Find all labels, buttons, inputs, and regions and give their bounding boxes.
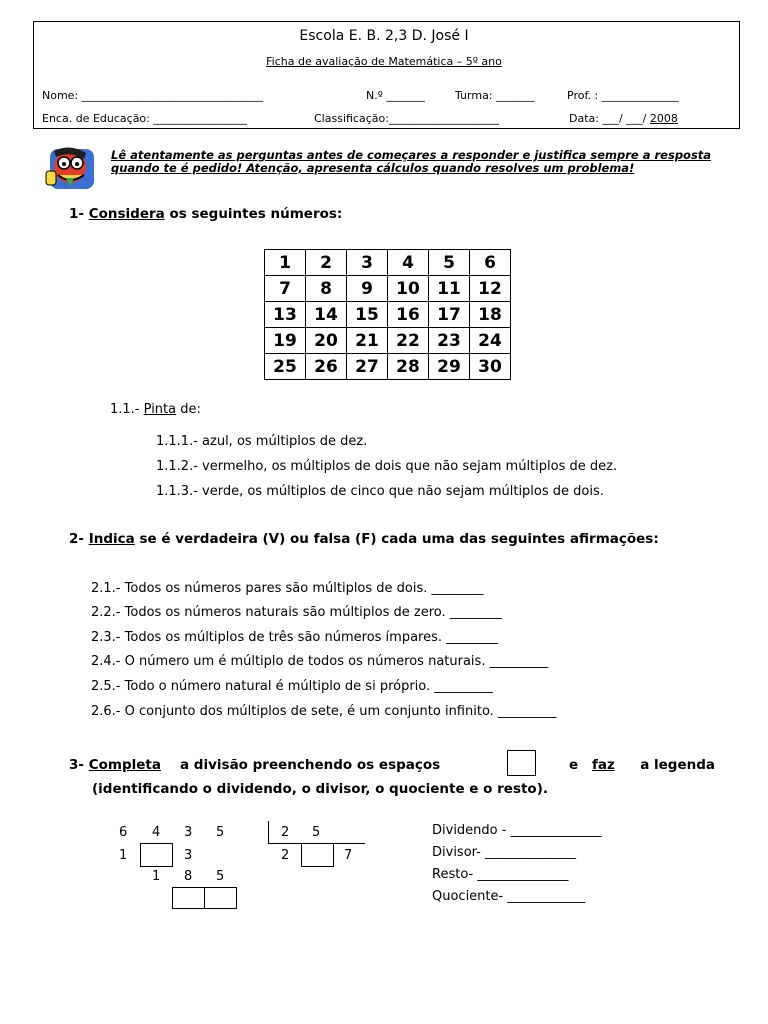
grid-cell[interactable]: 2 [306,250,347,276]
question-2-title [69,533,659,547]
remainder-digit: 5 [216,869,225,884]
grid-cell[interactable]: 21 [347,328,388,354]
dividend-digit: 5 [216,825,225,840]
grid-row [265,328,511,354]
question-3-text: a divisão preenchendo os espaços [180,757,441,773]
number-grid [264,249,511,380]
question-2-keyword: Indica [88,531,135,547]
grid-cell[interactable]: 11 [429,276,470,302]
guardian-field[interactable]: Enca. de Educação: _________________ [42,112,247,125]
grid-cell[interactable]: 19 [265,328,306,354]
grid-cell[interactable]: 28 [388,354,429,380]
legend-quotient[interactable]: Quociente- ____________ [432,889,586,904]
legend-divisor[interactable]: Divisor- ______________ [432,845,576,860]
date-label: Data: ___/ ___/ [569,112,650,125]
statement-2-5[interactable]: 2.5.- Todo o número natural é múltiplo de si próprio. _________ [91,679,493,694]
grid-row [265,250,511,276]
grid-cell[interactable]: 17 [429,302,470,328]
example-blank-box [507,750,536,776]
divisor-digit: 2 [281,825,290,840]
answer-blank-box[interactable] [204,887,237,909]
statement-2-1[interactable]: 2.1.- Todos os números pares são múltiplos de dois. ________ [91,581,484,596]
grid-cell[interactable]: 4 [388,250,429,276]
grid-cell[interactable]: 1 [265,250,306,276]
grid-cell[interactable]: 6 [470,250,511,276]
quotient-digit: 7 [344,848,353,863]
date-year: 2008 [649,112,678,125]
question-1-title [69,208,342,222]
grid-cell[interactable]: 25 [265,354,306,380]
class-field[interactable]: Turma: _______ [455,89,535,102]
statement-2-4[interactable]: 2.4.- O número um é múltiplo de todos os números naturais. _________ [91,654,549,669]
worksheet-subtitle: Ficha de avaliação de Matemática – 5º ano [266,55,502,68]
statement-2-3[interactable]: 2.3.- Todos os múltiplos de três são números ímpares. ________ [91,630,499,645]
grid-cell[interactable]: 3 [347,250,388,276]
legend-dividend[interactable]: Dividendo - ______________ [432,823,602,838]
remainder-digit: 1 [152,869,161,884]
student-cartoon-icon [44,145,98,193]
question-3-keyword: Completa [88,757,161,773]
question-3-keyword-2 [592,759,615,773]
answer-blank-box[interactable] [172,887,205,909]
grid-cell[interactable]: 8 [306,276,347,302]
grid-cell[interactable]: 16 [388,302,429,328]
grid-cell[interactable]: 14 [306,302,347,328]
question-3-end: a legenda [640,757,715,773]
question-1-1-number: 1.1.- [110,402,144,417]
grid-cell[interactable]: 15 [347,302,388,328]
grid-cell[interactable]: 24 [470,328,511,354]
statement-2-6[interactable]: 2.6.- O conjunto dos múltiplos de sete, é um conjunto infinito. _________ [91,704,557,719]
dividend-digit: 4 [152,825,161,840]
grid-cell[interactable]: 13 [265,302,306,328]
date-field[interactable] [569,113,678,124]
dividend-digit: 3 [184,825,193,840]
grid-cell[interactable]: 9 [347,276,388,302]
grid-row [265,276,511,302]
school-name: Escola E. B. 2,3 D. José I [299,28,469,44]
grid-cell[interactable]: 7 [265,276,306,302]
answer-blank-box[interactable] [301,843,334,867]
divisor-digit: 5 [312,825,321,840]
instruction-line-1: Lê atentamente as perguntas antes de começares a responder e justifica sempre a resposta [111,148,712,162]
question-3-line-2: (identificando o dividendo, o divisor, o quociente e o resto). [92,781,549,797]
quotient-digit: 2 [281,848,290,863]
instruction-line-2: quando te é pedido! Atenção, apresenta cálculos quando resolves um problema! [111,161,635,175]
grid-cell[interactable]: 5 [429,250,470,276]
question-3-conjunction: e [569,757,579,773]
question-1-1-1: 1.1.1.- azul, os múltiplos de dez. [156,434,368,449]
grid-cell[interactable]: 12 [470,276,511,302]
grid-cell[interactable]: 23 [429,328,470,354]
grid-row [265,302,511,328]
partial-remainder-digit: 1 [119,848,128,863]
number-field[interactable]: N.º _______ [366,89,425,102]
division-bracket-vertical [268,821,269,843]
grade-field[interactable]: Classificação:____________________ [314,112,499,125]
question-1-1-text: de: [176,402,201,417]
question-1-1-title [110,403,201,416]
question-3-number-keyword [69,759,161,773]
statement-2-2[interactable]: 2.2.- Todos os números naturais são múltiplos de zero. ________ [91,605,502,620]
grid-cell[interactable]: 22 [388,328,429,354]
question-1-1-keyword: Pinta [143,402,177,417]
grid-cell[interactable]: 10 [388,276,429,302]
question-1-keyword: Considera [88,206,165,222]
teacher-field[interactable]: Prof. : ______________ [567,89,679,102]
question-1-1-2: 1.1.2.- vermelho, os múltiplos de dois que não sejam múltiplos de dez. [156,459,618,474]
remainder-digit: 8 [184,869,193,884]
name-field[interactable]: Nome: _________________________________ [42,89,264,102]
question-1-number: 1- [69,206,89,222]
grid-cell[interactable]: 20 [306,328,347,354]
answer-blank-box[interactable] [140,843,173,867]
grid-cell[interactable]: 29 [429,354,470,380]
question-3-number: 3- [69,757,89,773]
question-1-1-3: 1.1.3.- verde, os múltiplos de cinco que não sejam múltiplos de dois. [156,484,604,499]
question-2-number: 2- [69,531,89,547]
grid-cell[interactable]: 27 [347,354,388,380]
question-3-keyword-2-text: faz [592,757,615,773]
question-1-text: os seguintes números: [164,206,343,222]
grid-cell[interactable]: 30 [470,354,511,380]
dividend-digit: 6 [119,825,128,840]
grid-cell[interactable]: 26 [306,354,347,380]
question-2-text: se é verdadeira (V) ou falsa (F) cada uma das seguintes afirmações: [134,531,659,547]
grid-cell[interactable]: 18 [470,302,511,328]
legend-remainder[interactable]: Resto- ______________ [432,867,569,882]
grid-row [265,354,511,380]
partial-remainder-digit: 3 [184,848,193,863]
